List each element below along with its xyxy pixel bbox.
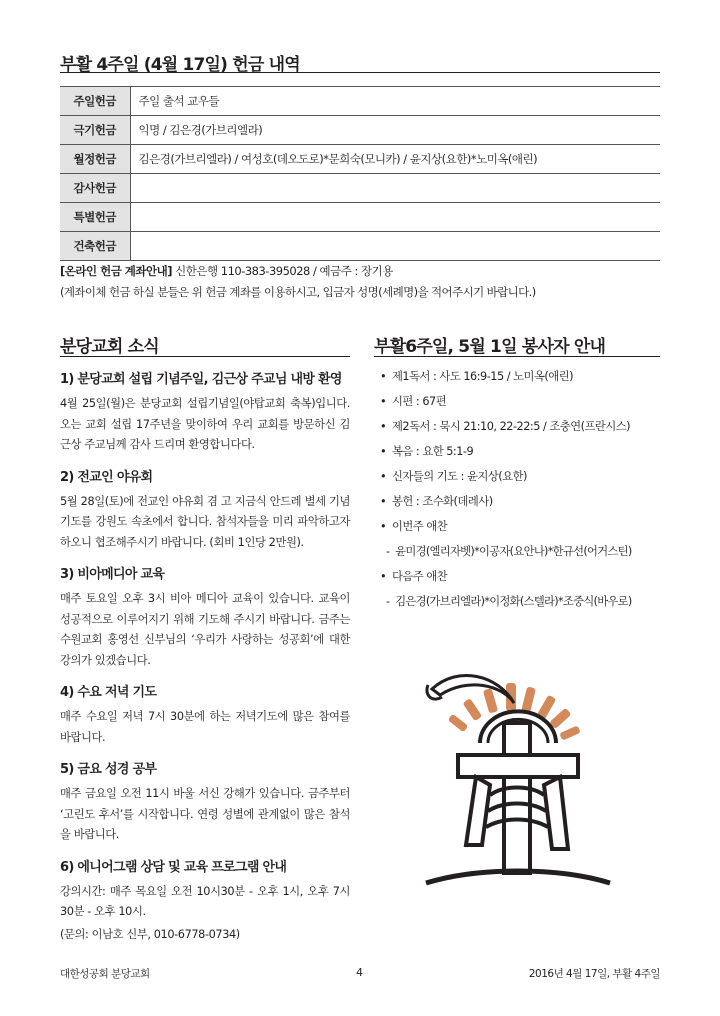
- bullet-icon: •: [380, 395, 387, 408]
- bullet-icon: •: [380, 370, 387, 383]
- footer-page-number: 4: [356, 966, 363, 979]
- footer-date: 2016년 4월 17일, 부활 4주일: [528, 968, 660, 980]
- offering-row: [60, 116, 660, 145]
- volunteer-text: 복음 : 요한 5:1-9: [392, 445, 474, 458]
- news-heading: 2) 전교인 야유회: [60, 469, 153, 485]
- offering-row: [60, 174, 660, 203]
- news-item: [60, 368, 350, 456]
- offering-title: 부활 4주일 (4월 17일) 헌금 내역: [60, 55, 300, 75]
- news-item: [60, 466, 350, 554]
- news-body: 4월 25일(월)은 분당교회 설립기념일(야탑교회 축복)입니다. 오는 교회 설립 17주년을 맞이하여 우리 교회를 방문하신 김근상 주교님께 감사 드리며 환영합니다다.: [60, 397, 350, 451]
- volunteer-text: 다음주 애찬: [392, 570, 448, 583]
- transfer-note: (계좌이체 헌금 하실 분들은 위 헌금 계좌를 이용하시고, 입금자 성명(세례명)을 적어주시기 바랍니다.): [60, 285, 536, 299]
- offering-table-body: [60, 87, 660, 261]
- volunteer-item: [380, 443, 670, 468]
- volunteer-text: 제1독서 : 사도 16:9-15 / 노미옥(애린): [392, 370, 574, 383]
- volunteer-text: 제2독서 : 묵시 21:10, 22-22:5 / 조충연(프란시스): [392, 420, 631, 433]
- news-heading: 5) 금요 성경 공부: [60, 762, 157, 777]
- volunteers-title-rule: [374, 356, 660, 357]
- news-body: 강의시간: 매주 목요일 오전 10시30분 - 오후 1시, 오후 7시 30분 - 오후 10시.: [60, 884, 350, 918]
- volunteer-item: [380, 418, 670, 443]
- news-body: 매주 토요일 오후 3시 비아 메디아 교육이 있습니다. 교육이 성공적으로 이루어지기 위해 기도해 주시기 바랍니다. 금주는 수원교회 홍영선 신부님의 ‘우리가 사랑하는 성공회’에 대한 강의가 있겠습니다.: [60, 592, 350, 667]
- offering-row: [60, 145, 660, 174]
- news-item: [60, 856, 350, 946]
- news-title-rule: [60, 356, 350, 357]
- news-item: [60, 681, 350, 748]
- offering-value: 익명 / 김은경(가브리엘라): [130, 116, 660, 145]
- volunteer-text: 신자들의 기도 : 윤지상(요한): [392, 470, 527, 483]
- volunteers-title: 부활6주일, 5월 1일 봉사자 안내: [374, 337, 606, 357]
- news-body: 매주 수요일 저녁 7시 30분에 하는 저녁기도에 많은 참여를 바랍니다.: [60, 710, 350, 744]
- news-heading: 4) 수요 저녁 기도: [60, 685, 157, 700]
- offering-table: [60, 86, 660, 261]
- offering-label: 월정헌금: [60, 145, 130, 174]
- news-body: 5월 28일(토)에 전교인 야유회 겸 고 지금식 안드레 별세 기념 기도를 강원도 속초에서 합니다. 참석자들을 미리 파악하고자 하오니 협조해주시기 바랍니다. (회비 1인당 2만원).: [60, 494, 350, 549]
- news-heading: 6) 에니어그램 상담 및 교육 프로그램 안내: [60, 859, 287, 875]
- news-body: 매주 금요일 오전 11시 바울 서신 강해가 있습니다. 금주부터 ‘고린도 후서’를 시작합니다. 연령 성별에 관계없이 많은 참석을 바랍니다.: [60, 787, 350, 841]
- volunteer-text: 봉헌 : 조수화(데레사): [392, 495, 493, 508]
- offering-value: [130, 203, 660, 232]
- volunteer-subtext: 김은경(가브리엘라)*이정화(스텔라)*조중식(바우로): [395, 595, 632, 608]
- bullet-icon: •: [380, 470, 387, 483]
- bullet-icon: •: [380, 445, 387, 458]
- offering-label: 주일헌금: [60, 87, 130, 116]
- news-item: [60, 758, 350, 846]
- volunteer-text: 이번주 애찬: [392, 520, 448, 533]
- volunteer-item: [380, 568, 670, 593]
- offering-title-rule: [60, 72, 660, 73]
- online-account-info: [60, 263, 393, 279]
- footer-church-name: 대한성공회 분당교회: [60, 968, 150, 980]
- volunteer-text: 시편 : 67편: [392, 395, 447, 408]
- risen-christ-cross-icon: [418, 645, 618, 895]
- dash-icon: -: [386, 545, 390, 558]
- news-list: [60, 368, 350, 955]
- bullet-icon: •: [380, 495, 387, 508]
- volunteer-item: [380, 468, 670, 493]
- news-title: 분당교회 소식: [60, 337, 159, 357]
- bullet-icon: •: [380, 520, 387, 533]
- volunteer-subitem: [380, 593, 670, 618]
- news-heading: 3) 비아메디아 교육: [60, 567, 165, 582]
- offering-value: [130, 174, 660, 203]
- volunteer-list: [380, 368, 670, 618]
- offering-row: [60, 232, 660, 261]
- bullet-icon: •: [380, 570, 387, 583]
- offering-value: [130, 232, 660, 261]
- dash-icon: -: [386, 595, 390, 608]
- offering-row: [60, 203, 660, 232]
- news-heading: 1) 분당교회 설립 기념주일, 김근상 주교님 내방 환영: [60, 372, 342, 387]
- volunteer-item: [380, 493, 670, 518]
- offering-label: 특별헌금: [60, 203, 130, 232]
- offering-label: 감사헌금: [60, 174, 130, 203]
- bullet-icon: •: [380, 420, 387, 433]
- volunteer-item: [380, 393, 670, 418]
- online-account-text: 신한은행 110-383-395028 / 예금주 : 장기용: [172, 264, 393, 278]
- volunteer-item: [380, 518, 670, 543]
- volunteer-item: [380, 368, 670, 393]
- news-item: [60, 563, 350, 671]
- offering-label: 건축헌금: [60, 232, 130, 261]
- volunteer-subtext: 윤미경(엘리자벳)*이공자(요안나)*한규선(어거스틴): [395, 545, 632, 558]
- online-account-label: [온라인 헌금 계좌안내]: [60, 264, 172, 278]
- volunteer-subitem: [380, 543, 670, 568]
- news-contact: (문의: 이남호 신부, 010-6778-0734): [60, 927, 240, 941]
- offering-value: 김은경(가브리엘라) / 여성호(데오도로)*문희숙(모니카) / 윤지상(요한)*노미옥(애린): [130, 145, 660, 174]
- offering-label: 극기헌금: [60, 116, 130, 145]
- offering-row: [60, 87, 660, 116]
- offering-value: 주일 출석 교우들: [130, 87, 660, 116]
